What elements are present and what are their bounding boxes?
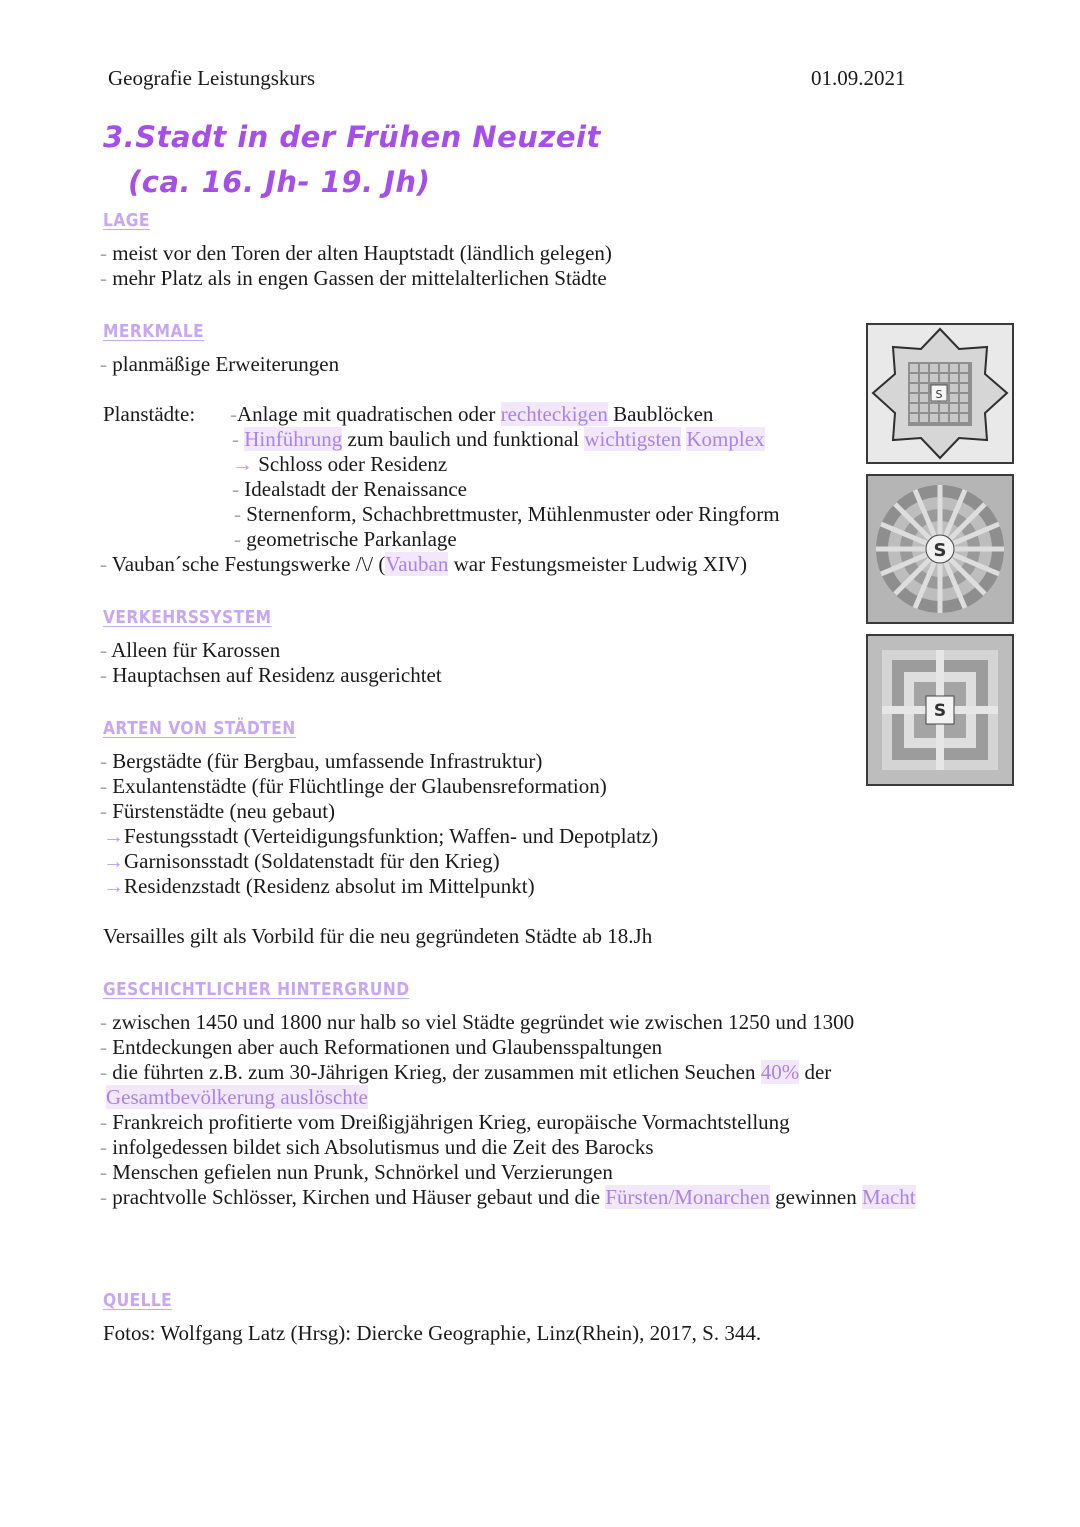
versailles-line: Versailles gilt als Vorbild für die neu gegründeten Städte ab 18.Jh bbox=[103, 924, 653, 948]
s-label: S bbox=[935, 388, 943, 401]
section-heading-merkmale: MERKMALE bbox=[103, 321, 205, 342]
geschichte-line-2: - Entdeckungen aber auch Reformationen und Glaubensspaltungen bbox=[100, 1035, 663, 1059]
arrow-icon: → bbox=[103, 824, 124, 848]
course-name: Geografie Leistungskurs bbox=[108, 66, 316, 90]
planstaedte-line-4: - Idealstadt der Renaissance bbox=[232, 477, 467, 501]
figure-square-plan bbox=[866, 634, 1014, 786]
star-plan-drawing bbox=[868, 325, 1012, 462]
verkehr-line-1: - Alleen für Karossen bbox=[100, 638, 281, 662]
lage-line-2: - mehr Platz als in engen Gassen der mittelalterlichen Städte bbox=[100, 266, 607, 290]
planstaedte-line-6: - geometrische Parkanlage bbox=[234, 527, 457, 551]
square-plan-drawing bbox=[868, 636, 1012, 784]
arten-arrow-1: →Festungsstadt (Verteidigungsfunktion; Waffen- und Depotplatz) bbox=[103, 824, 659, 848]
page-title: 3.Stadt in der Frühen Neuzeit bbox=[103, 120, 601, 154]
arrow-icon: → bbox=[103, 849, 124, 873]
geschichte-line-4: Gesamtbevölkerung auslöschte bbox=[106, 1085, 368, 1109]
planstaedte-line-3: → Schloss oder Residenz bbox=[232, 452, 448, 476]
date: 01.09.2021 bbox=[811, 66, 906, 90]
planstaedte-label: Planstädte: bbox=[103, 402, 196, 426]
arrow-icon: → bbox=[103, 874, 124, 898]
figure-star-plan bbox=[866, 323, 1014, 464]
ring-plan-drawing bbox=[868, 476, 1012, 622]
section-heading-verkehrssystem: VERKEHRSSYSTEM bbox=[103, 607, 272, 628]
arten-arrow-3: →Residenzstadt (Residenz absolut im Mittelpunkt) bbox=[103, 874, 535, 898]
planstaedte-line-2: - Hinführung zum baulich und funktional wichtigsten Komplex bbox=[232, 427, 765, 451]
quelle-text: Fotos: Wolfgang Latz (Hrsg): Diercke Geographie, Linz(Rhein), 2017, S. 344. bbox=[103, 1321, 762, 1345]
planstaedte-line-5: - Sternenform, Schachbrettmuster, Mühlenmuster oder Ringform bbox=[234, 502, 780, 526]
page-subtitle: (ca. 16. Jh- 19. Jh) bbox=[128, 165, 431, 199]
verkehr-line-2: - Hauptachsen auf Residenz ausgerichtet bbox=[100, 663, 442, 687]
geschichte-line-1: - zwischen 1450 und 1800 nur halb so viel Städte gegründet wie zwischen 1250 und 1300 bbox=[100, 1010, 855, 1034]
geschichte-line-7: - Menschen gefielen nun Prunk, Schnörkel und Verzierungen bbox=[100, 1160, 613, 1184]
section-heading-arten: ARTEN VON STÄDTEN bbox=[103, 718, 296, 739]
arten-arrow-2: →Garnisonsstadt (Soldatenstadt für den Krieg) bbox=[103, 849, 500, 873]
section-heading-lage: LAGE bbox=[103, 210, 150, 231]
geschichte-line-6: - infolgedessen bildet sich Absolutismus und die Zeit des Barocks bbox=[100, 1135, 654, 1159]
merkmale-line-1: - planmäßige Erweiterungen bbox=[100, 352, 340, 376]
geschichte-line-5: - Frankreich profitierte vom Dreißigjährigen Krieg, europäische Vormachtstellung bbox=[100, 1110, 790, 1134]
arrow-icon: → bbox=[232, 452, 253, 476]
arten-line-1: - Bergstädte (für Bergbau, umfassende Infrastruktur) bbox=[100, 749, 543, 773]
planstaedte-line-1: -Anlage mit quadratischen oder rechteckigen Baublöcken bbox=[230, 402, 714, 426]
section-heading-quelle: QUELLE bbox=[103, 1290, 173, 1311]
vauban-line: - Vauban´sche Festungswerke /\/ (Vauban war Festungsmeister Ludwig XIV) bbox=[100, 552, 747, 576]
section-heading-geschichte: GESCHICHTLICHER HINTERGRUND bbox=[103, 979, 410, 1000]
figure-ring-plan bbox=[866, 474, 1014, 624]
s-label: S bbox=[933, 540, 947, 561]
s-label: S bbox=[933, 701, 947, 721]
geschichte-line-8: - prachtvolle Schlösser, Kirchen und Häuser gebaut und die Fürsten/Monarchen gewinnen Macht bbox=[100, 1185, 916, 1209]
lage-line-1: - meist vor den Toren der alten Hauptstadt (ländlich gelegen) bbox=[100, 241, 612, 265]
arten-line-3: - Fürstenstädte (neu gebaut) bbox=[100, 799, 336, 823]
geschichte-line-3: - die führten z.B. zum 30-Jährigen Krieg, der zusammen mit etlichen Seuchen 40% der bbox=[100, 1060, 832, 1084]
arten-line-2: - Exulantenstädte (für Flüchtlinge der Glaubensreformation) bbox=[100, 774, 607, 798]
